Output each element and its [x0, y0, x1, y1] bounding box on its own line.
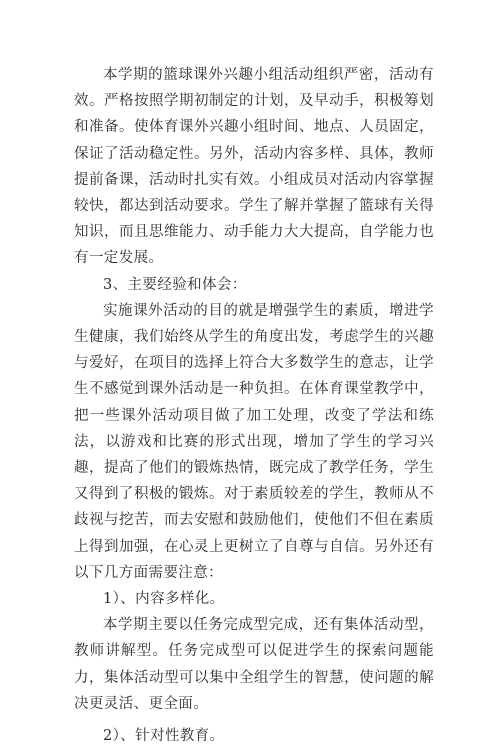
- heading-targeted-education: 2）、针对性教育。: [103, 728, 225, 745]
- paragraph-task-types: 本学期主要以任务完成型完成，还有集体活动型，教师讲解型。任务完成型可以促进学生的探索问题能力，集体活动型可以集中全组学生的智慧，使问题的解决更灵活、更全面。: [74, 617, 434, 712]
- document-page: [74, 62, 434, 749]
- heading-main-experience: 3、主要经验和体会：: [103, 276, 247, 293]
- heading-content-diversity: 1）、内容多样化。: [103, 591, 225, 608]
- paragraph-activity-summary: 本学期的篮球课外兴趣小组活动组织严密，活动有效。严格按照学期初制定的计划，及早动手，积极筹划和准备。使体育课外兴趣小组时间、地点、人员固定，保证了活动稳定性。另外，活动内容多样、具体，教师提前备课，活动时扎实有效。小组成员对活动内容掌握较快，都达到活动要求。学生了解并掌握了篮球有关得知识，而且思维能力、动手能力大大提高，自学能力也有一定发展。: [74, 67, 434, 267]
- paragraph-experience-details: 实施课外活动的目的就是增强学生的素质，增进学生健康，我们始终从学生的角度出发，考虑学生的兴趣与爱好，在项目的选择上符合大多数学生的意志，让学生不感觉到课外活动是一种负担。在体育课堂教学中，把一些课外活动项目做了加工处理，改变了学法和练法，以游戏和比赛的形式出现，增加了学生的学习兴趣，提高了他们的锻炼热情，既完成了教学任务，学生又得到了积极的锻炼。对于素质较差的学生，教师从不歧视与挖苦，而去安慰和鼓励他们，使他们不但在素质上得到加强，在心灵上更树立了自尊与自信。另外还有以下几方面需要注意：: [74, 302, 434, 581]
